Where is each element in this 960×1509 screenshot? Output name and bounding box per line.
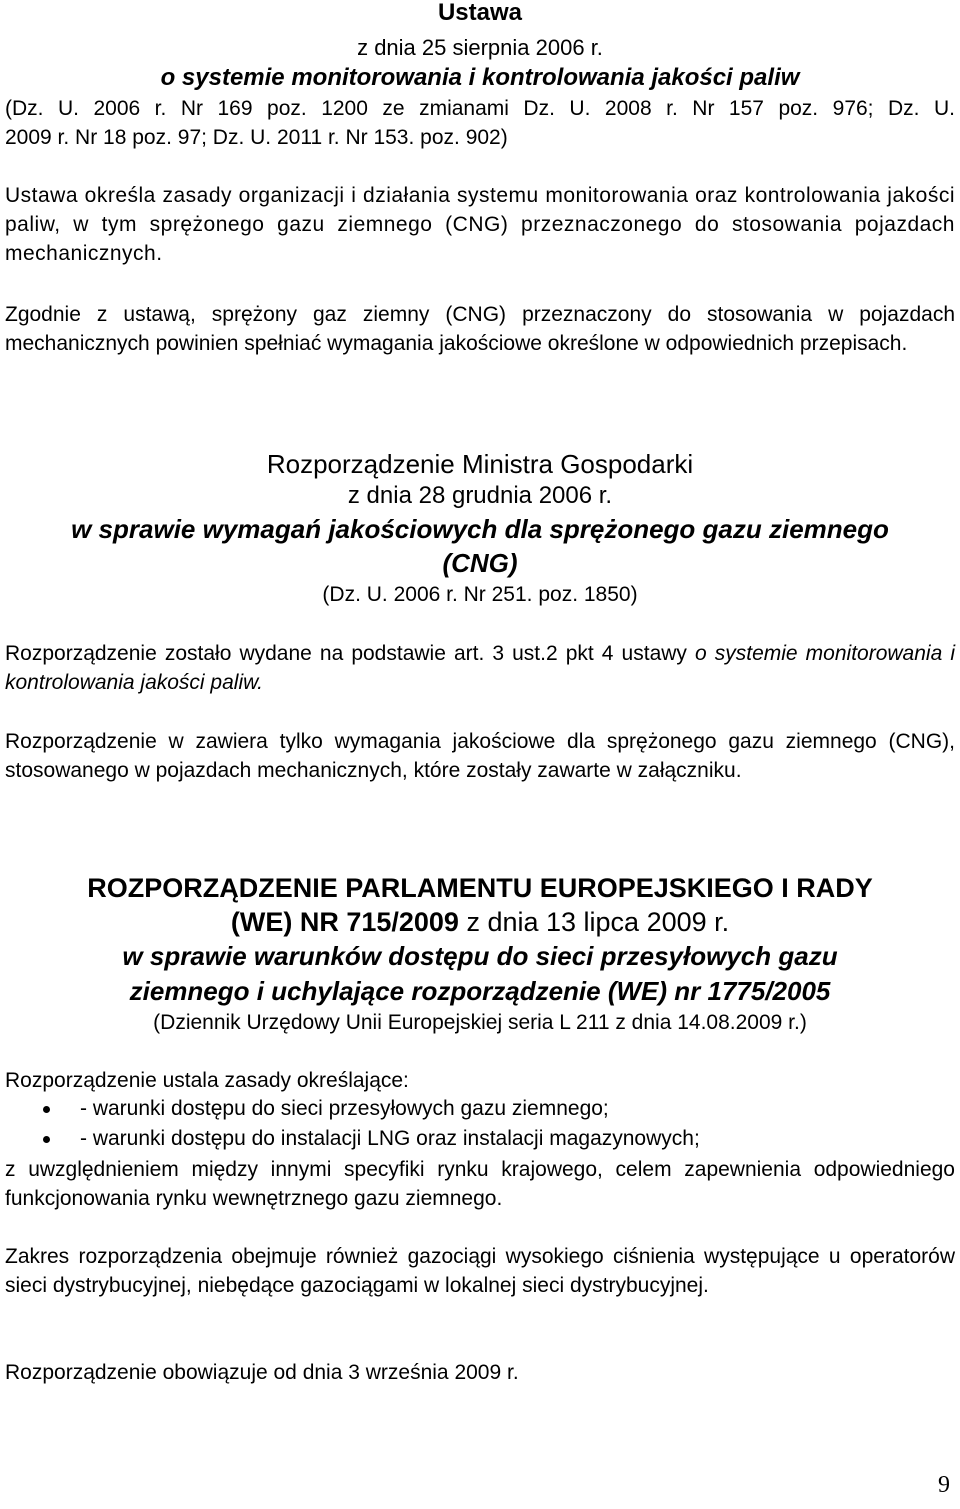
regulation-paragraph-content: Rozporządzenie w zawiera tylko wymagania jakościowe dla sprężonego gazu ziemnego (CNG), stosowanego w pojazdach mechanicznych, które zostały zawarte w załączniku. — [5, 730, 955, 782]
act-reference-line1: (Dz. U. 2006 r. Nr 169 poz. 1200 ze zmianami Dz. U. 2008 r. Nr 157 poz. 976; Dz. U. — [5, 97, 955, 120]
act-title: Ustawa — [437, 0, 523, 26]
eu-regulation-effective-date: Rozporządzenie obowiązuje od dnia 3 września 2009 r. — [5, 1361, 519, 1384]
bullet-icon — [43, 1136, 50, 1143]
list-item — [5, 1094, 955, 1124]
eu-regulation-bullet-list — [5, 1094, 955, 1154]
bullet-icon — [43, 1106, 50, 1113]
act-date: z dnia 25 sierpnia 2006 r. — [357, 35, 603, 60]
regulation-subject-line2: (CNG) — [442, 548, 518, 578]
regulation-basis-text: Rozporządzenie zostało wydane na podstawie art. 3 ust.2 pkt 4 ustawy — [5, 642, 695, 665]
act-paragraph-scope: Ustawa określa zasady organizacji i działania systemu monitorowania oraz kontrolowania jakości paliw, w tym sprężonego gazu ziemnego (CNG) przeznaczonego do stosowania pojazdach mechanicznych. — [5, 184, 955, 265]
list-item — [5, 1124, 955, 1154]
eu-regulation-subject-line1: w sprawie warunków dostępu do sieci przesyłowych gazu — [122, 941, 838, 971]
regulation-date: z dnia 28 grudnia 2006 r. — [347, 482, 613, 509]
act-reference-line2: 2009 r. Nr 18 poz. 97; Dz. U. 2011 r. Nr 153. poz. 902) — [5, 126, 508, 149]
act-subject: o systemie monitorowania i kontrolowania jakości paliw — [160, 64, 800, 91]
eu-regulation-title-line2 — [5, 906, 955, 939]
eu-regulation-subject-line2: ziemnego i uchylające rozporządzenie (WE) nr 1775/2005 — [129, 976, 831, 1006]
eu-regulation-date: z dnia 13 lipca 2009 r. — [458, 907, 730, 937]
eu-regulation-reference: (Dziennik Urzędowy Unii Europejskiej seria L 211 z dnia 14.08.2009 r.) — [153, 1011, 807, 1034]
regulation-paragraph-basis — [5, 639, 955, 697]
eu-regulation-scope: Zakres rozporządzenia obejmuje również gazociągi wysokiego ciśnienia występujące u operatorów sieci dystrybucyjnej, niebędące gazociągami w lokalnej sieci dystrybucyjnej. — [5, 1245, 955, 1297]
eu-regulation-after-bullets: z uwzględnieniem między innymi specyfiki rynku krajowego, celem zapewnienia odpowiedniego funkcjonowania rynku wewnętrznego gazu ziemnego. — [5, 1158, 955, 1210]
eu-regulation-intro: Rozporządzenie ustala zasady określające: — [5, 1069, 409, 1092]
list-item-text: - warunki dostępu do instalacji LNG oraz instalacji magazynowych; — [80, 1127, 700, 1150]
list-item-text: - warunki dostępu do sieci przesyłowych gazu ziemnego; — [80, 1097, 609, 1120]
regulation-basis-act-title: o systemie monitorowania i kontrolowania jakości paliw. — [5, 642, 955, 694]
regulation-title: Rozporządzenie Ministra Gospodarki — [266, 449, 694, 479]
eu-regulation-title-line1: ROZPORZĄDZENIE PARLAMENTU EUROPEJSKIEGO I RADY — [87, 873, 873, 903]
page-number: 9 — [938, 1472, 950, 1498]
regulation-subject-line1: w sprawie wymagań jakościowych dla sprężonego gazu ziemnego — [71, 514, 889, 544]
eu-regulation-number: (WE) NR 715/2009 — [230, 907, 459, 937]
act-paragraph-cng: Zgodnie z ustawą, sprężony gaz ziemny (CNG) przeznaczony do stosowania w pojazdach mechanicznych powinien spełniać wymagania jakościowe określone w odpowiednich przepisach. — [5, 303, 955, 355]
regulation-reference: (Dz. U. 2006 r. Nr 251. poz. 1850) — [322, 583, 638, 606]
